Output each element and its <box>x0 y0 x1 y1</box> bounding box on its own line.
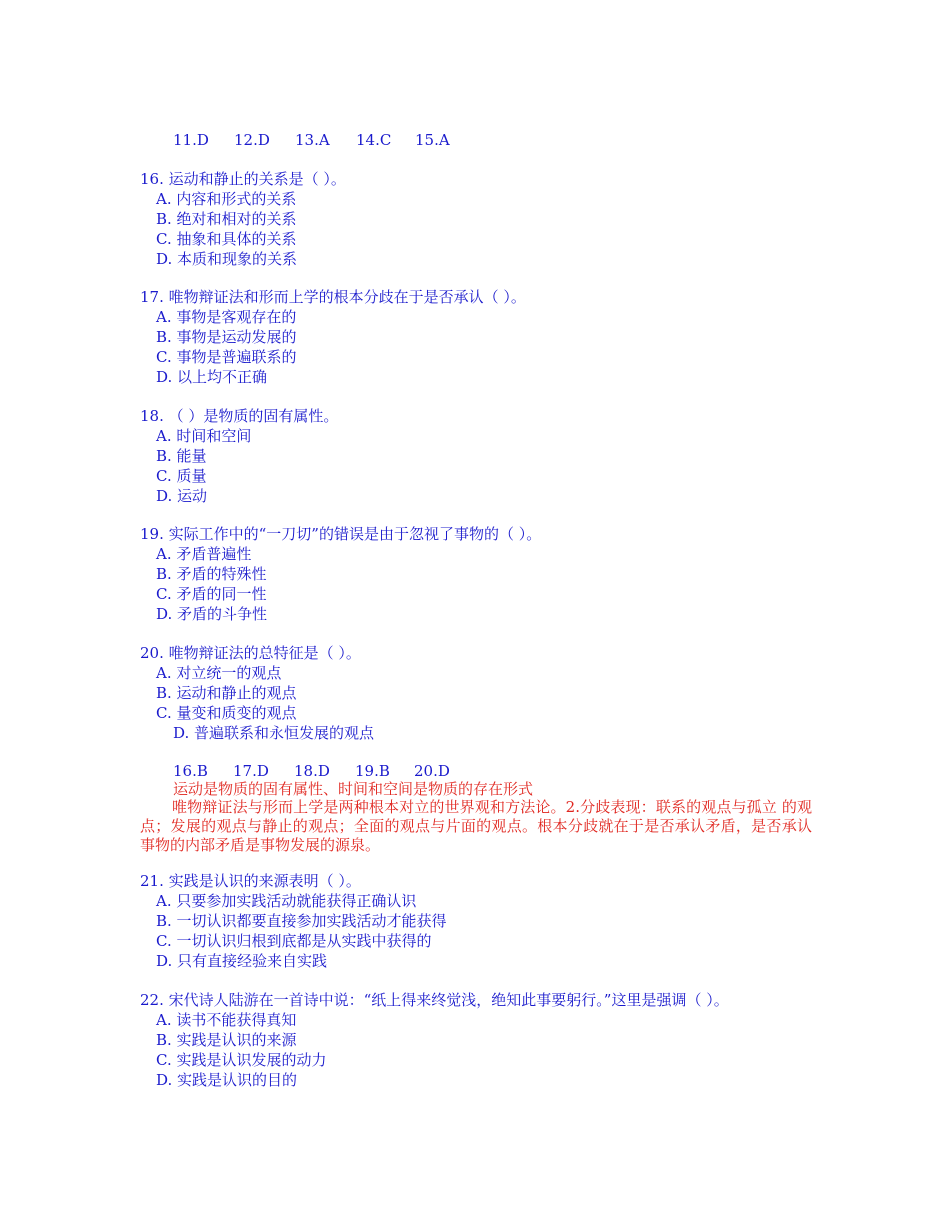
question-option: C. 抽象和具体的关系 <box>156 230 297 248</box>
question-option: C. 实践是认识发展的动力 <box>156 1051 327 1069</box>
question-option: A. 内容和形式的关系 <box>156 190 297 208</box>
answer-key-16-20 <box>173 761 450 781</box>
question-option: D. 运动 <box>156 487 208 505</box>
question-stem: 17. 唯物辩证法和形而上学的根本分歧在于是否承认（ ）。 <box>140 288 526 306</box>
answer-item: 13.A <box>295 131 330 149</box>
answer-item: 14.C <box>356 131 392 149</box>
answer-item: 20.D <box>414 762 450 780</box>
explanation-paragraph: 唯物辩证法与形而上学是两种根本对立的世界观和方法论。2.分歧表现：联系的观点与孤立 的观点；发展的观点与静止的观点；全面的观点与片面的观点。根本分歧就在于是否承认矛盾，是否承认事物的内部矛盾是事物发展的源泉。 <box>140 798 812 854</box>
question-stem: 18. （ ）是物质的固有属性。 <box>140 407 339 425</box>
answer-item: 17.D <box>233 762 269 780</box>
question-option: C. 矛盾的同一性 <box>156 585 267 603</box>
question-option: C. 质量 <box>156 467 207 485</box>
question-option: A. 矛盾普遍性 <box>156 545 252 563</box>
question-option: A. 时间和空间 <box>156 427 252 445</box>
question-option: A. 对立统一的观点 <box>156 664 282 682</box>
question-option: A. 读书不能获得真知 <box>156 1011 297 1029</box>
answer-item: 12.D <box>234 131 270 149</box>
question-option: B. 绝对和相对的关系 <box>156 210 297 228</box>
question-option: D. 实践是认识的目的 <box>156 1071 298 1089</box>
question-option: B. 事物是运动发展的 <box>156 328 297 346</box>
question-option: D. 本质和现象的关系 <box>156 250 298 268</box>
question-option: D. 以上均不正确 <box>156 368 268 386</box>
question-option: D. 只有直接经验来自实践 <box>156 952 328 970</box>
question-stem: 19. 实际工作中的“一刀切”的错误是由于忽视了事物的（ ）。 <box>140 525 542 543</box>
question-option: B. 一切认识都要直接参加实践活动才能获得 <box>156 912 447 930</box>
question-option: D. 矛盾的斗争性 <box>156 605 268 623</box>
explanation-note: 运动是物质的固有属性、时间和空间是物质的存在形式 <box>173 780 534 798</box>
question-stem: 16. 运动和静止的关系是（ ）。 <box>140 170 346 188</box>
answer-item: 16.B <box>173 762 208 780</box>
question-stem: 20. 唯物辩证法的总特征是（ ）。 <box>140 644 361 662</box>
question-option: C. 量变和质变的观点 <box>156 704 297 722</box>
question-option: C. 事物是普遍联系的 <box>156 348 297 366</box>
question-option: A. 只要参加实践活动就能获得正确认识 <box>156 892 417 910</box>
question-option: B. 矛盾的特殊性 <box>156 565 267 583</box>
answer-item: 18.D <box>294 762 330 780</box>
question-option: B. 能量 <box>156 447 207 465</box>
question-option: C. 一切认识归根到底都是从实践中获得的 <box>156 932 432 950</box>
question-option: B. 实践是认识的来源 <box>156 1031 297 1049</box>
question-option: D. 普遍联系和永恒发展的观点 <box>173 724 375 742</box>
question-option: B. 运动和静止的观点 <box>156 684 297 702</box>
answer-item: 15.A <box>415 131 450 149</box>
answer-item: 11.D <box>173 131 209 149</box>
question-stem: 22. 宋代诗人陆游在一首诗中说：“纸上得来终觉浅，绝知此事要躬行。”这里是强调（ ）。 <box>140 991 729 1009</box>
question-stem: 21. 实践是认识的来源表明（ ）。 <box>140 872 361 890</box>
answer-key-11-15 <box>173 130 450 150</box>
question-option: A. 事物是客观存在的 <box>156 308 297 326</box>
answer-item: 19.B <box>355 762 390 780</box>
